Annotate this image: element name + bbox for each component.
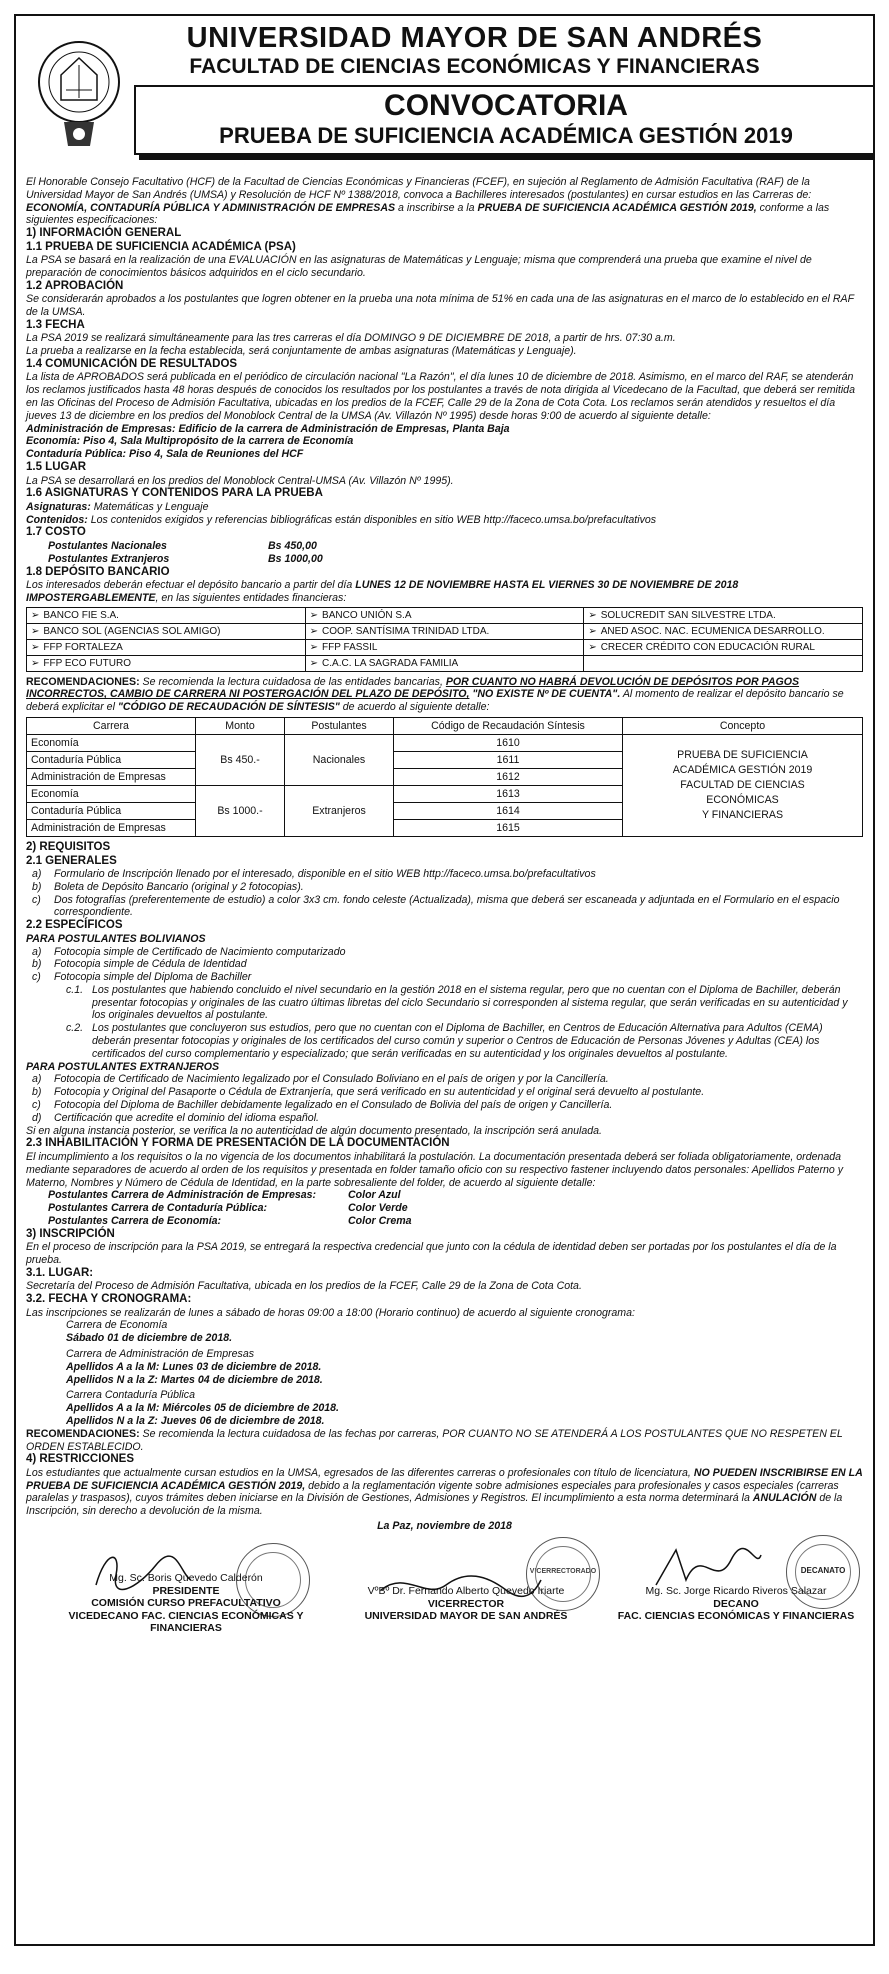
list-item xyxy=(26,894,863,920)
document-page xyxy=(14,14,875,1946)
schedule-eco-date: Sábado 01 de diciembre de 2018. xyxy=(66,1332,233,1345)
cell-codigo: 1610 xyxy=(394,735,623,752)
bank-name: ANED ASOC. NAC. ECUMENICA DESARROLLO. xyxy=(600,625,825,637)
signature-3-name: Mg. Sc. Jorge Ricardo Riveros Salazar xyxy=(645,1585,827,1598)
arrow-bullet-icon: ➢ xyxy=(309,641,319,653)
section-2-3-title: 2.3 INHABILITACIÓN Y FORMA DE PRESENTACIÓN DE LA DOCUMENTACIÓN xyxy=(26,1137,450,1150)
cell-carrera: Contaduría Pública xyxy=(27,803,196,820)
page-title: CONVOCATORIA xyxy=(384,89,628,122)
list-item xyxy=(26,984,863,1022)
cell-codigo: 1612 xyxy=(394,769,623,786)
list-item xyxy=(26,868,863,881)
cell-carrera: Administración de Empresas xyxy=(27,769,196,786)
list-item-marker: c) xyxy=(32,971,41,984)
cell-carrera: Economía xyxy=(27,735,196,752)
cost-national-value: Bs 450,00 xyxy=(268,539,317,552)
bolivianos-sublist xyxy=(26,984,863,1061)
section-3-text: En el proceso de inscripción para la PSA 2019, se entregará la respectiva credencial que junto con la cédula de identidad deben ser portadas por los postulantes el día de la prueba. xyxy=(26,1241,837,1267)
section-1-3-text1: La PSA 2019 se realizará simultáneamente para las tres carreras el día DOMINGO 9 DE DICIEMBRE DE 2018, a partir de hrs. 07:30 a.m. xyxy=(26,332,676,345)
list-item-text: Boleta de Depósito Bancario (original y 2 fotocopias). xyxy=(54,880,304,893)
rec1-a: Se recomienda la lectura cuidadosa de las entidades bancarias, xyxy=(142,675,443,688)
col-concepto: Concepto xyxy=(623,718,863,735)
section-3-1-text: Secretaría del Proceso de Admisión Facultativa, ubicada en los predios de la FCEF, Calle 29 de la Zona de Cota Cota. xyxy=(26,1280,582,1293)
annulment-note: Si en alguna instancia posterior, se verifica la no autenticidad de algún documento presentado, la inscripción será anulada. xyxy=(26,1124,602,1137)
col-monto: Monto xyxy=(196,718,285,735)
concepto-line: ACADÉMICA GESTIÓN 2019 xyxy=(672,764,813,777)
extranjeros-list xyxy=(26,1073,863,1124)
signature-1-name: Mg. Sc. Boris Quevedo Calderón xyxy=(109,1572,263,1585)
bank-name: COOP. SANTÍSIMA TRINIDAD LTDA. xyxy=(322,625,490,637)
signature-2-role: VICERRECTOR xyxy=(427,1597,505,1610)
codes-table xyxy=(26,717,863,837)
section-1-4-con: Contaduría Pública: Piso 4, Sala de Reuniones del HCF xyxy=(26,448,304,461)
col-postulantes: Postulantes xyxy=(285,718,394,735)
signature-2-name: VºBº Dr. Fernando Alberto Quevedo Iriarte xyxy=(367,1585,565,1598)
section-2-1-title: 2.1 GENERALES xyxy=(26,854,117,867)
list-item-text: Fotocopia simple del Diploma de Bachiller xyxy=(54,971,252,984)
section-4-title: 4) RESTRICCIONES xyxy=(26,1453,134,1466)
section-1-4-adm: Administración de Empresas: Edificio de la carrera de Administración de Empresas, Planta Baja xyxy=(26,422,510,435)
list-item xyxy=(26,1112,863,1125)
arrow-bullet-icon: ➢ xyxy=(309,657,319,669)
list-item-text: Certificación que acredite el dominio del idioma español. xyxy=(54,1111,319,1124)
arrow-bullet-icon: ➢ xyxy=(588,641,597,653)
cell-monto-ext: Bs 1000.- xyxy=(196,786,285,837)
banks-table xyxy=(26,607,863,672)
folder-color-row xyxy=(26,1189,863,1202)
rec2-text: Se recomienda la lectura cuidadosa de las fechas por carreras, POR CUANTO NO SE ATENDERÁ A LOS POSTULANTES QUE NO RESPETEN EL ORDEN ESTABLECIDO. xyxy=(26,1427,843,1453)
deposit-dates: LUNES 12 DE NOVIEMBRE HASTA EL VIERNES 30 DE NOVIEMBRE DE 2018 IMPOSTERGABLEMENTE xyxy=(26,579,739,604)
list-item xyxy=(26,881,863,894)
asig-value: Matemáticas y Lenguaje xyxy=(93,500,209,513)
bank-cell xyxy=(584,639,863,655)
bank-cell xyxy=(27,623,306,639)
signature-3-org1: FAC. CIENCIAS ECONÓMICAS Y FINANCIERAS xyxy=(617,1610,855,1623)
section-3-1-title: 3.1. LUGAR: xyxy=(26,1266,94,1279)
section-2-3-text: El incumplimiento a los requisitos o la no vigencia de los documentos inhabilitará la postulación. La documentación presentada deberá ser foliada obligatoriamente, ordenada mediante separadores de acuerdo al orden de los requisitos y presentada en folder tamaño oficio con su respectivo fastener incluyendo datos personales: Apellidos Paterno y Materno, Nombres y Número de Cédula de Identidad, en la parte sobresaliente del folder, de acuerdo al siguiente detalle: xyxy=(26,1150,844,1189)
list-item-text: Dos fotografías (preferentemente de estudio) a color 3x3 cm. fondo celeste (Actualizada), misma que deberá ser escaneada y adjuntada en el Formulario en el espacio correspondiente. xyxy=(54,893,840,919)
section-3-2-title: 3.2. FECHA Y CRONOGRAMA: xyxy=(26,1293,192,1306)
recommendations-1 xyxy=(26,676,863,714)
section-1-6-title: 1.6 ASIGNATURAS Y CONTENIDOS PARA LA PRUEBA xyxy=(26,487,323,500)
cell-carrera: Economía xyxy=(27,786,196,803)
s4-a: Los estudiantes que actualmente cursan estudios en la UMSA, egresados de las diferentes carreras o profesionales con título de licenciatura, xyxy=(26,1466,691,1479)
list-item-marker: a) xyxy=(32,868,42,881)
bank-name: BANCO SOL (AGENCIAS SOL AMIGO) xyxy=(43,625,221,637)
list-item xyxy=(26,1073,863,1086)
s4-c: debido a la reglamentación vigente sobre admisiones especiales para profesionales y casos especiales (carreras paralelas y traspasos), cuyos trámites deben iniciarse en la División de Gestiones, Admisiones y Registros. El incumplimiento a esta norma determinará la xyxy=(26,1479,839,1505)
arrow-bullet-icon: ➢ xyxy=(309,609,319,621)
bank-cell xyxy=(584,607,863,623)
table-row xyxy=(27,655,863,671)
section-1-7-title: 1.7 COSTO xyxy=(26,526,86,539)
arrow-bullet-icon: ➢ xyxy=(588,625,597,637)
section-4-text xyxy=(26,1467,863,1518)
cost-foreign-value: Bs 1000,00 xyxy=(268,552,323,565)
list-item-marker: b) xyxy=(32,880,42,893)
cell-codigo: 1613 xyxy=(394,786,623,803)
cell-post-nat: Nacionales xyxy=(285,735,394,786)
bank-name: BANCO FIE S.A. xyxy=(43,609,119,621)
list-item xyxy=(26,958,863,971)
concepto-line: ECONÓMICAS xyxy=(706,794,779,807)
section-1-6-cont xyxy=(26,514,863,527)
concepto-line: PRUEBA DE SUFICIENCIA xyxy=(677,749,808,762)
col-codigo: Código de Recaudación Síntesis xyxy=(394,718,623,735)
bank-cell xyxy=(27,607,306,623)
table-row xyxy=(27,623,863,639)
arrow-bullet-icon: ➢ xyxy=(309,625,319,637)
recommendations-2 xyxy=(26,1428,863,1454)
signatures-area xyxy=(26,1535,863,1635)
bank-cell xyxy=(305,655,584,671)
title-box xyxy=(134,85,875,155)
signature-1-role: PRESIDENTE xyxy=(152,1584,220,1597)
bank-cell xyxy=(27,655,306,671)
list-item xyxy=(26,1099,863,1112)
section-3-title: 3) INSCRIPCIÓN xyxy=(26,1227,115,1240)
arrow-bullet-icon: ➢ xyxy=(31,625,40,637)
list-item-marker: b) xyxy=(32,958,42,971)
place-date: La Paz, noviembre de 2018 xyxy=(377,1520,512,1533)
schedule-con-1: Apellidos A a la M: Miércoles 05 de diciembre de 2018. xyxy=(66,1402,339,1415)
concepto-line: FACULTAD DE CIENCIAS xyxy=(680,779,805,792)
cell-codigo: 1614 xyxy=(394,803,623,820)
folder-color-value: Color Verde xyxy=(348,1202,408,1215)
cost-national-label: Postulantes Nacionales xyxy=(48,539,167,552)
rec1-f: de acuerdo al siguiente detalle: xyxy=(342,701,490,714)
folder-color-career: Postulantes Carrera de Contaduría Pública: xyxy=(48,1202,267,1215)
cost-foreign xyxy=(26,553,863,566)
list-item-text: Formulario de Inscripción llenado por el interesado, disponible en el sitio WEB http://faceco.umsa.bo/prefacultativos xyxy=(54,868,596,881)
bank-name: BANCO UNIÓN S.A xyxy=(322,609,412,621)
section-1-2-title: 1.2 APROBACIÓN xyxy=(26,279,124,292)
list-item xyxy=(26,971,863,984)
list-item-text: Fotocopia y Original del Pasaporte o Cédula de Extranjería, que será verificado en su autenticidad y el original será devuelto al postulante. xyxy=(54,1086,705,1099)
section-1-1-title: 1.1 PRUEBA DE SUFICIENCIA ACADÉMICA (PSA) xyxy=(26,240,296,253)
rec1-b: POR CUANTO NO HABRÁ DEVOLUCIÓN DE DEPÓSITOS POR PAGOS INCORRECTOS, CAMBIO DE CARRERA NI POSTERGACIÓN DEL PLAZO DE DEPÓSITO, xyxy=(26,675,800,701)
intro-mid: a inscribirse a la xyxy=(398,201,475,214)
bank-name: FFP ECO FUTURO xyxy=(43,657,131,669)
bank-cell xyxy=(584,655,863,671)
intro-end: conforme a las siguientes especificaciones: xyxy=(26,201,830,227)
list-item-marker: b) xyxy=(32,1086,42,1099)
list-item-marker: c.2. xyxy=(66,1022,84,1035)
schedule-eco-label: Carrera de Economía xyxy=(66,1319,168,1332)
recommendations-label: RECOMENDACIONES: xyxy=(26,675,140,688)
section-1-4-text: La lista de APROBADOS será publicada en el periódico de circulación nacional "La Razón", el día lunes 10 de diciembre de 2018. Asimismo, en el marco del RAF, se atenderán los reclamos justificados hasta 48 horas después de conocidos los resultados por los postulantes a través de nota dirigida al Vicedecano de la Facultad, que deberá ser remitida en las Oficinas del Proceso de Admisión Facultativa, ubicadas en los predios de la FCEF, Calle 29 de la Zona de Cota Cota. Los reclamos serán atendidos y resueltos el día jueves 13 de diciembre en los predios del Monoblock Central de la UMSA (Av. Villazón Nº 1995) desde horas 9:00 de acuerdo al siguiente detalle: xyxy=(26,371,855,422)
intro-text: El Honorable Consejo Facultativo (HCF) de la Facultad de Ciencias Económicas y Financieras (FCEF), en sujeción al Reglamento de Admisión Facultativa (RAF) de la Universidad Mayor de San Andrés (UMSA) y Resolución de HCF Nº 1388/2018, convoca a Bachilleres interesados (postulantes) en cursar estudios en las Carreras de: xyxy=(26,176,812,201)
section-1-5-title: 1.5 LUGAR xyxy=(26,461,87,474)
intro-exam: PRUEBA DE SUFICIENCIA ACADÉMICA GESTIÓN 2019, xyxy=(477,201,757,214)
signature-3 xyxy=(606,1585,866,1623)
asig-label: Asignaturas: xyxy=(26,500,91,513)
rec1-d: Al momento de realizar el depósito bancario se deberá explicitar el xyxy=(26,688,844,714)
university-name: UNIVERSIDAD MAYOR DE SAN ANDRÉS xyxy=(186,22,763,54)
bank-name: FFP FORTALEZA xyxy=(43,641,123,653)
section-1-6-asig xyxy=(26,501,863,514)
list-item xyxy=(26,1086,863,1099)
section-1-3-text2: La prueba a realizarse en la fecha establecida, será conjuntamente de ambas asignaturas (Matemáticas y Lenguaje). xyxy=(26,345,577,358)
cell-monto-nat: Bs 450.- xyxy=(196,735,285,786)
cell-codigo: 1615 xyxy=(394,820,623,837)
list-item-marker: a) xyxy=(32,1073,42,1086)
section-1-3-title: 1.3 FECHA xyxy=(26,318,85,331)
stamp-decanato-label: DECANATO xyxy=(800,1565,846,1575)
bank-name: FFP FASSIL xyxy=(322,641,378,653)
folder-color-value: Color Azul xyxy=(348,1189,401,1202)
list-item-text: Fotocopia simple de Certificado de Nacimiento computarizado xyxy=(54,945,346,958)
bank-cell xyxy=(305,607,584,623)
rec1-e: "CÓDIGO DE RECAUDACIÓN DE SÍNTESIS" xyxy=(117,701,340,714)
s4-e: de la Inscripción, sin derecho a devolución de la misma. xyxy=(26,1492,843,1518)
schedule-con-label: Carrera Contaduría Pública xyxy=(66,1389,195,1402)
section-2-2-title: 2.2 ESPECÍFICOS xyxy=(26,919,123,932)
arrow-bullet-icon: ➢ xyxy=(31,657,40,669)
folder-colors-list xyxy=(26,1189,863,1227)
stamp-vicerrectorado-label: VICERRECTORADO xyxy=(529,1567,597,1575)
section-1-4-eco: Economía: Piso 4, Sala Multipropósito de la carrera de Economía xyxy=(26,435,354,448)
list-item-marker: c.1. xyxy=(66,983,84,996)
bolivianos-list xyxy=(26,946,863,984)
cell-carrera: Administración de Empresas xyxy=(27,820,196,837)
schedule-con-2: Apellidos N a la Z: Jueves 06 de diciembre de 2018. xyxy=(66,1415,325,1427)
bolivianos-title: PARA POSTULANTES BOLIVIANOS xyxy=(26,932,206,945)
section-1-5-text: La PSA se desarrollará en los predios del Monoblock Central-UMSA (Av. Villazón Nº 1995). xyxy=(26,474,454,487)
arrow-bullet-icon: ➢ xyxy=(31,609,40,621)
bank-cell xyxy=(584,623,863,639)
intro-careers: ECONOMÍA, CONTADURÍA PÚBLICA Y ADMINISTRACIÓN DE EMPRESAS xyxy=(26,201,396,214)
section-1-4-title: 1.4 COMUNICACIÓN DE RESULTADOS xyxy=(26,357,238,370)
concepto-line: Y FINANCIERAS xyxy=(701,809,784,822)
bank-name: CRECER CRÉDITO CON EDUCACIÓN RURAL xyxy=(600,641,815,653)
schedule-adm-label: Carrera de Administración de Empresas xyxy=(66,1348,255,1361)
cont-label: Contenidos: xyxy=(26,513,88,526)
folder-color-row xyxy=(26,1215,863,1228)
section-1-8-title: 1.8 DEPÓSITO BANCARIO xyxy=(26,565,170,578)
schedule-adm-1: Apellidos A a la M: Lunes 03 de diciembre de 2018. xyxy=(66,1360,322,1373)
signature-1 xyxy=(56,1572,316,1635)
folder-color-career: Postulantes Carrera de Economía: xyxy=(48,1214,222,1227)
section-1-title: 1) INFORMACIÓN GENERAL xyxy=(26,227,182,240)
bank-cell xyxy=(27,639,306,655)
cell-codigo: 1611 xyxy=(394,752,623,769)
generales-list xyxy=(26,868,863,919)
section-1-1-text: La PSA se basará en la realización de una EVALUACIÓN en las asignaturas de Matemáticas y Lenguaje; misma que comprenderá una prueba que examine el nivel de preparación de conocimientos básicos adquiridos en el ciclo secundario. xyxy=(26,254,812,279)
list-item-marker: c) xyxy=(32,1099,41,1112)
faculty-name: FACULTAD DE CIENCIAS ECONÓMICAS Y FINANCIERAS xyxy=(189,55,760,78)
list-item-marker: c) xyxy=(32,893,41,906)
list-item xyxy=(26,1022,863,1060)
s4-b: NO PUEDEN INSCRIBIRSE EN LA PRUEBA DE SUFICIENCIA ACADÉMICA GESTIÓN 2019, xyxy=(26,1466,863,1492)
cost-foreign-label: Postulantes Extranjeros xyxy=(48,552,170,565)
folder-color-value: Color Crema xyxy=(348,1214,412,1227)
cost-national xyxy=(26,540,863,553)
header xyxy=(26,22,863,172)
list-item-text: Los postulantes que habiendo concluido el nivel secundario en la gestión 2018 en el sistema regular, pero que no cuentan con el Diploma de Bachiller, deberán presentar fotocopias y originales de las cuatro últimas libretas del ciclo Secundario si corresponden al sistema regular, que serán verificadas en su autenticidad y los originales devueltos al postulante. xyxy=(92,983,848,1022)
list-item-text: Fotocopia de Certificado de Nacimiento legalizado por el Consulado Boliviano en el país de origen y por la Cancillería. xyxy=(54,1073,609,1086)
cell-concepto xyxy=(623,735,863,837)
s4-d: ANULACIÓN xyxy=(752,1492,817,1505)
signature-2-org1: UNIVERSIDAD MAYOR DE SAN ANDRÉS xyxy=(364,1610,568,1623)
table-row xyxy=(27,607,863,623)
list-item-marker: d) xyxy=(32,1111,42,1124)
arrow-bullet-icon: ➢ xyxy=(588,609,597,621)
col-carrera: Carrera xyxy=(27,718,196,735)
section-3-2-text: Las inscripciones se realizarán de lunes a sábado de horas 09:00 a 18:00 (Horario continuo) de acuerdo al siguiente cronograma: xyxy=(26,1306,635,1319)
signature-1-org1: COMISIÓN CURSO PREFACULTATIVO xyxy=(91,1597,281,1610)
section-1-8-text xyxy=(26,579,863,605)
signature-3-role: DECANO xyxy=(713,1597,759,1610)
bank-cell xyxy=(305,639,584,655)
folder-color-row xyxy=(26,1202,863,1215)
rec1-c: "NO EXISTE Nº DE CUENTA". xyxy=(472,688,621,701)
signature-1-org2: VICEDECANO FAC. CIENCIAS ECONÓMICAS Y FINANCIERAS xyxy=(68,1609,304,1635)
list-item-marker: a) xyxy=(32,945,42,958)
university-seal-logo xyxy=(36,30,122,150)
table-row xyxy=(27,639,863,655)
recommendations-2-label: RECOMENDACIONES: xyxy=(26,1427,140,1440)
list-item xyxy=(26,946,863,959)
page-subtitle: PRUEBA DE SUFICIENCIA ACADÉMICA GESTIÓN 2019 xyxy=(219,123,793,148)
intro-paragraph xyxy=(26,176,863,227)
signature-2 xyxy=(346,1585,586,1623)
deposit-text-b: , en las siguientes entidades financieras: xyxy=(155,591,347,604)
cell-carrera: Contaduría Pública xyxy=(27,752,196,769)
arrow-bullet-icon: ➢ xyxy=(31,641,40,653)
bank-name: SOLUCREDIT SAN SILVESTRE LTDA. xyxy=(600,609,776,621)
list-item-text: Fotocopia del Diploma de Bachiller debidamente legalizado en el Consulado de Bolivia del país de origen y Cancillería. xyxy=(54,1099,613,1112)
extranjeros-title: PARA POSTULANTES EXTRANJEROS xyxy=(26,1060,220,1073)
bank-name: C.A.C. LA SAGRADA FAMILIA xyxy=(322,657,459,669)
cell-post-ext: Extranjeros xyxy=(285,786,394,837)
deposit-text-a: Los interesados deberán efectuar el depósito bancario a partir del día xyxy=(26,579,353,592)
list-item-text: Los postulantes que concluyeron sus estudios, pero que no cuentan con el Diploma de Bachiller, en Centros de Educación Alternativa para Adultos (CEMA) deberán presentar fotocopias y originales de los certificados del curso común y superior o Centros de Educación de Personas Jóvenes y Adultas (CEA) los certificados del curso complementario y especializado; que serán verificadas en su autenticidad y los originales devueltos al postulante. xyxy=(92,1022,823,1060)
section-2-title: 2) REQUISITOS xyxy=(26,841,111,854)
folder-color-career: Postulantes Carrera de Administración de Empresas: xyxy=(48,1189,317,1202)
list-item-text: Fotocopia simple de Cédula de Identidad xyxy=(54,958,247,971)
schedule-adm-2: Apellidos N a la Z: Martes 04 de diciembre de 2018. xyxy=(66,1373,323,1386)
cont-value: Los contenidos exigidos y referencias bibliográficas están disponibles en sitio WEB http://faceco.umsa.bo/prefacultativos xyxy=(90,513,657,526)
bank-cell xyxy=(305,623,584,639)
section-1-2-text: Se considerarán aprobados a los postulantes que logren obtener en la prueba una nota mínima de 51% en cada una de las asignaturas en el marco de lo establecido en el RAF de la UMSA. xyxy=(26,293,854,319)
table-row xyxy=(27,735,863,752)
